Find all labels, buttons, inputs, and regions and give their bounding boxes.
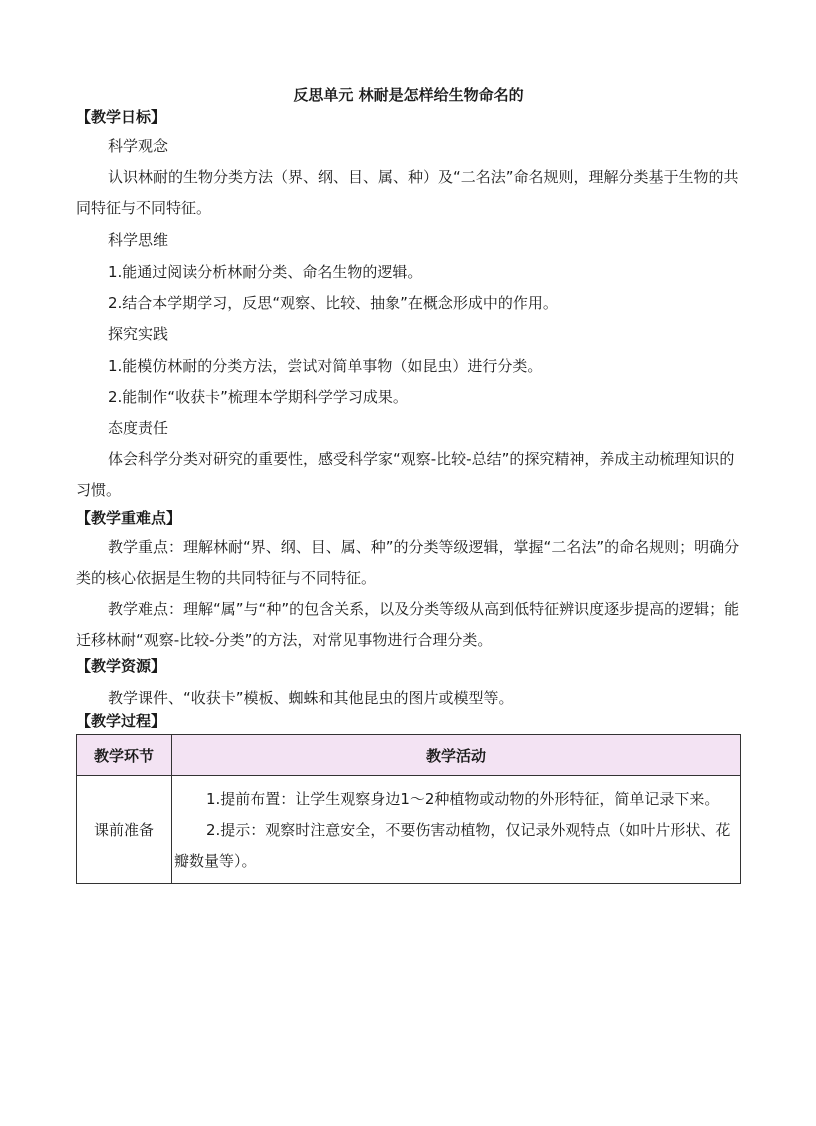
concept-text: 认识林耐的生物分类方法（界、纲、目、属、种）及“二名法”命名规则，理解分类基于生物的共同特征与不同特征。 [76,168,739,217]
practice-item-1: 1.能模仿林耐的分类方法，尝试对简单事物（如昆虫）进行分类。 [108,357,543,375]
document-title: 反思单元 林耐是怎样给生物命名的 [293,86,524,104]
attitude-heading: 态度责任 [108,419,169,437]
resources-heading: 【教学资源】 [76,657,167,675]
activity-cell [172,776,741,884]
resources-text: 教学课件、“收获卡”模板、蜘蛛和其他昆虫的图片或模型等。 [108,689,514,707]
thinking-item-1: 1.能通过阅读分析林耐分类、命名生物的逻辑。 [108,263,423,281]
focus-text: 教学重点：理解林耐“界、纲、目、属、种”的分类等级逻辑，掌握“二名法”的命名规则；明确分类的核心依据是生物的共同特征与不同特征。 [76,538,740,587]
process-heading: 【教学过程】 [76,712,167,730]
practice-item-2: 2.能制作“收获卡”梳理本学期科学学习成果。 [108,388,408,406]
stage-cell: 课前准备 [77,776,172,884]
activity-column-header: 教学活动 [172,735,741,776]
concept-heading: 科学观念 [108,137,169,155]
activity-item-2: 2.提示：观察时注意安全，不要伤害动植物，仅记录外观特点（如叶片形状、花瓣数量等）。 [174,821,731,870]
process-table-header [77,735,741,776]
activity-item-1: 1.提前布置：让学生观察身边1～2种植物或动物的外形特征，简单记录下来。 [206,790,720,808]
stage-column-header: 教学环节 [77,735,172,776]
difficulty-text: 教学难点：理解“属”与“种”的包含关系，以及分类等级从高到低特征辨识度逐步提高的逻辑；能迁移林耐“观察-比较-分类”的方法，对常见事物进行合理分类。 [76,600,740,649]
thinking-heading: 科学思维 [108,231,169,249]
goals-heading: 【教学日标】 [76,108,167,126]
key-points-heading: 【教学重难点】 [76,509,182,527]
thinking-item-2: 2.结合本学期学习，反思“观察、比较、抽象”在概念形成中的作用。 [108,294,558,312]
table-row [77,776,741,884]
practice-heading: 探究实践 [108,325,169,343]
attitude-text: 体会科学分类对研究的重要性，感受科学家“观察-比较-总结”的探究精神，养成主动梳理知识的习惯。 [76,450,735,499]
process-table [76,734,741,884]
